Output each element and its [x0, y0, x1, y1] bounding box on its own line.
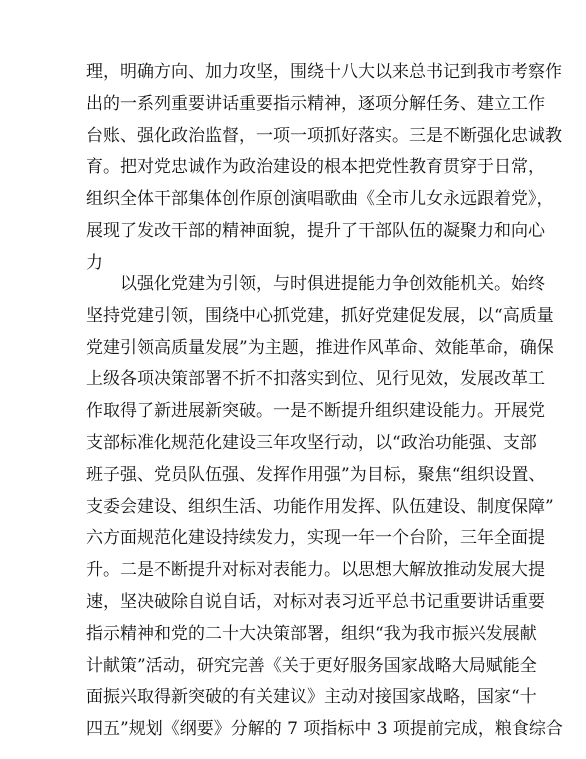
paragraph-1-line: 理，明确方向、加力攻坚，围绕十八大以来总书记到我市考察作 [86, 62, 562, 82]
paragraph-1-line: 展现了发改干部的精神面貌，提升了干部队伍的凝聚力和向心 [86, 220, 545, 241]
paragraph-2 [86, 269, 563, 746]
paragraph-2-line: 党建引领高质量发展”为主题，推进作风革命、效能革命，确保 [86, 337, 554, 358]
paragraph-2-line: 四五”规划《纲要》分解的 7 项指标中 3 项提前完成，粮食综合 [86, 719, 563, 740]
paragraph-1-line: 台账、强化政治监督，一项一项抓好落实。三是不断强化忠诚教 [86, 125, 562, 146]
paragraph-2-line: 作取得了新进展新突破。一是不断提升组织建设能力。开展党 [86, 401, 545, 422]
paragraph-2-line: 六方面规范化建设持续发力，实现一年一个台阶，三年全面提 [86, 528, 545, 549]
paragraph-2-line: 速，坚决破除自说自话，对标对表习近平总书记重要讲话重要 [86, 591, 545, 612]
paragraph-2-line: 上级各项决策部署不折不扣落实到位、见行见效，发展改革工 [86, 369, 545, 390]
paragraph-2-line: 计献策”活动，研究完善《关于更好服务国家战略大局赋能全 [86, 655, 537, 676]
paragraph-2-line: 班子强、党员队伍强、发挥作用强”为目标，聚焦“组织设置、 [86, 464, 546, 485]
paragraph-1-line: 出的一系列重要讲话重要指示精神，逐项分解任务、建立工作 [86, 93, 545, 114]
paragraph-1-line: 育。把对党忠诚作为政治建设的根本把党性教育贯穿于日常， [86, 157, 545, 178]
paragraph-2-line: 支部标准化规范化建设三年攻坚行动，以“政治功能强、支部 [86, 432, 537, 453]
paragraph-2-line: 支委会建设、组织生活、功能作用发挥、队伍建设、制度保障” [86, 496, 554, 517]
paragraph-2-line: 升。二是不断提升对标对表能力。以思想大解放推动发展大提 [86, 560, 545, 581]
paragraph-2-line: 面振兴取得新突破的有关建议》主动对接国家战略，国家“十 [86, 687, 537, 708]
paragraph-2-line: 指示精神和党的二十大决策部署，组织“我为我市振兴发展献 [86, 623, 537, 644]
paragraph-2-line: 以强化党建为引领，与时俱进提能力争创效能机关。始终 [120, 274, 545, 294]
paragraph-1 [86, 57, 562, 280]
paragraph-2-line: 坚持党建引领，围绕中心抓党建，抓好党建促发展，以“高质量 [86, 305, 554, 326]
paragraph-1-line: 组织全体干部集体创作原创演唱歌曲《全市儿女永远跟着党》， [86, 189, 554, 210]
paragraph-1-line: 力 [86, 252, 103, 273]
